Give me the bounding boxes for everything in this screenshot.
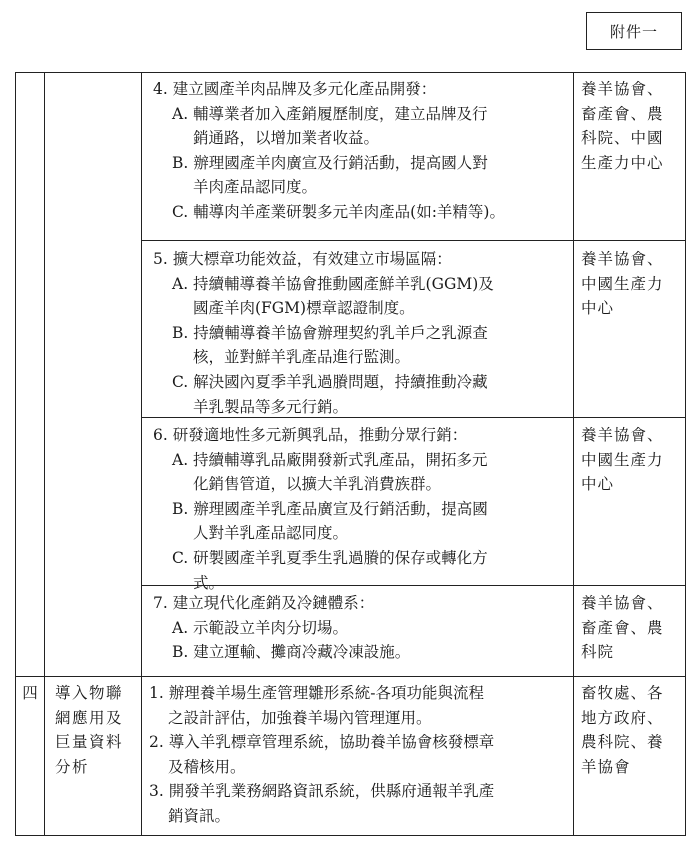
sub-item-line: 式。	[193, 573, 225, 592]
sub-item-line: B. 持續輔導養羊協會辦理契約乳羊戶之乳源查	[172, 323, 488, 342]
org-cell-6	[581, 423, 685, 497]
org-line: 中心	[581, 299, 615, 318]
sub-item-line: 3. 開發羊乳業務網路資訊系統，供縣府通報羊乳產	[149, 782, 495, 801]
item-title: 4. 建立國產羊肉品牌及多元化產品開發：	[153, 80, 437, 98]
sub-item-line: 人對羊乳產品認同度。	[193, 524, 349, 543]
sub-item-line: A. 持續輔導養羊協會推動國產鮮羊乳(GGM)及	[172, 274, 494, 293]
section-title	[47, 681, 139, 779]
attachment-label: 附件一	[586, 12, 682, 50]
column-divider-2	[141, 73, 142, 835]
item-block-5	[153, 247, 571, 419]
row-divider-4	[16, 676, 685, 677]
item-block-6	[153, 423, 571, 595]
item-block-7	[153, 591, 571, 665]
sub-item-line: 之設計評估，加強養羊場內管理運用。	[168, 708, 432, 727]
org-line: 中國生產力	[581, 450, 664, 469]
sub-item-line: A. 持續輔導乳品廠開發新式乳產品，開拓多元	[172, 450, 488, 469]
org-line: 科院、中國	[581, 129, 664, 148]
org-cell-4	[581, 77, 685, 175]
sub-item-line: 銷資訊。	[168, 806, 231, 825]
column-divider-1	[44, 73, 45, 835]
org-line: 生產力中心	[581, 153, 664, 172]
sub-item-line: 1. 辦理養羊場生產管理雛形系統-各項功能與流程	[149, 684, 484, 702]
org-line: 農科院、養	[581, 733, 664, 752]
row-divider-1	[141, 240, 685, 241]
sub-item-line: 銷通路，以增加業者收益。	[193, 129, 380, 148]
sub-item-line: 羊肉產品認同度。	[193, 178, 318, 197]
sub-item-line: C. 研製國產羊乳夏季生乳過賸的保存或轉化方	[172, 548, 488, 567]
sub-item-line: C. 解決國內夏季羊乳過賸問題，持續推動冷藏	[172, 372, 488, 391]
item-title: 7. 建立現代化產銷及冷鏈體系：	[153, 594, 375, 612]
sub-item-line: 核，並對鮮羊乳產品進行監測。	[193, 348, 411, 367]
org-line: 地方政府、	[581, 708, 664, 727]
column-divider-3	[573, 73, 574, 835]
section-title-line: 分析	[55, 757, 90, 776]
sub-item-line: B. 建立運輸、攤商冷藏冷凍設施。	[172, 643, 411, 662]
sub-item-line: C. 輔導肉羊產業研製多元羊肉產品(如:羊精等)。	[172, 202, 505, 221]
org-line: 科院	[581, 643, 615, 662]
org-line: 養羊協會、	[581, 426, 664, 444]
sub-item-line: 及稽核用。	[168, 757, 246, 776]
org-line: 中心	[581, 475, 615, 494]
org-line: 養羊協會、	[581, 250, 664, 268]
sub-item-line: A. 輔導業者加入產銷履歷制度，建立品牌及行	[172, 104, 488, 123]
section-title-line: 巨量資料	[55, 733, 124, 752]
item-title: 5. 擴大標章功能效益，有效建立市場區隔：	[153, 250, 452, 268]
item-title: 6. 研發適地性多元新興乳品，推動分眾行銷：	[153, 426, 468, 444]
sub-item-line: B. 辦理國產羊肉廣宣及行銷活動，提高國人對	[172, 153, 488, 172]
section-items	[149, 681, 571, 829]
section-title-line: 網應用及	[55, 708, 124, 727]
org-cell-section4	[581, 681, 685, 779]
org-line: 畜產會、農	[581, 104, 664, 123]
org-line: 畜牧處、各	[581, 684, 664, 702]
sub-item-line: 羊乳製品等多元行銷。	[193, 397, 349, 416]
org-cell-5	[581, 247, 685, 321]
sub-item-line: B. 辦理國產羊乳產品廣宣及行銷活動，提高國	[172, 499, 488, 518]
section-number: 四	[22, 684, 38, 702]
org-line: 羊協會	[581, 757, 631, 776]
sub-item-line: 化銷售管道，以擴大羊乳消費族群。	[193, 475, 442, 494]
org-line: 養羊協會、	[581, 594, 664, 612]
item-block-4	[153, 77, 571, 225]
sub-item-line: A. 示範設立羊肉分切場。	[172, 618, 349, 637]
section-title-line: 導入物聯	[55, 684, 124, 702]
plan-table	[15, 72, 686, 836]
sub-item-line: 國產羊肉(FGM)標章認證制度。	[193, 299, 415, 318]
org-line: 養羊協會、	[581, 80, 664, 98]
org-line: 畜產會、農	[581, 618, 664, 637]
sub-item-line: 2. 導入羊乳標章管理系統，協助養羊協會核發標章	[149, 733, 495, 752]
org-cell-7	[581, 591, 685, 665]
org-line: 中國生產力	[581, 274, 664, 293]
